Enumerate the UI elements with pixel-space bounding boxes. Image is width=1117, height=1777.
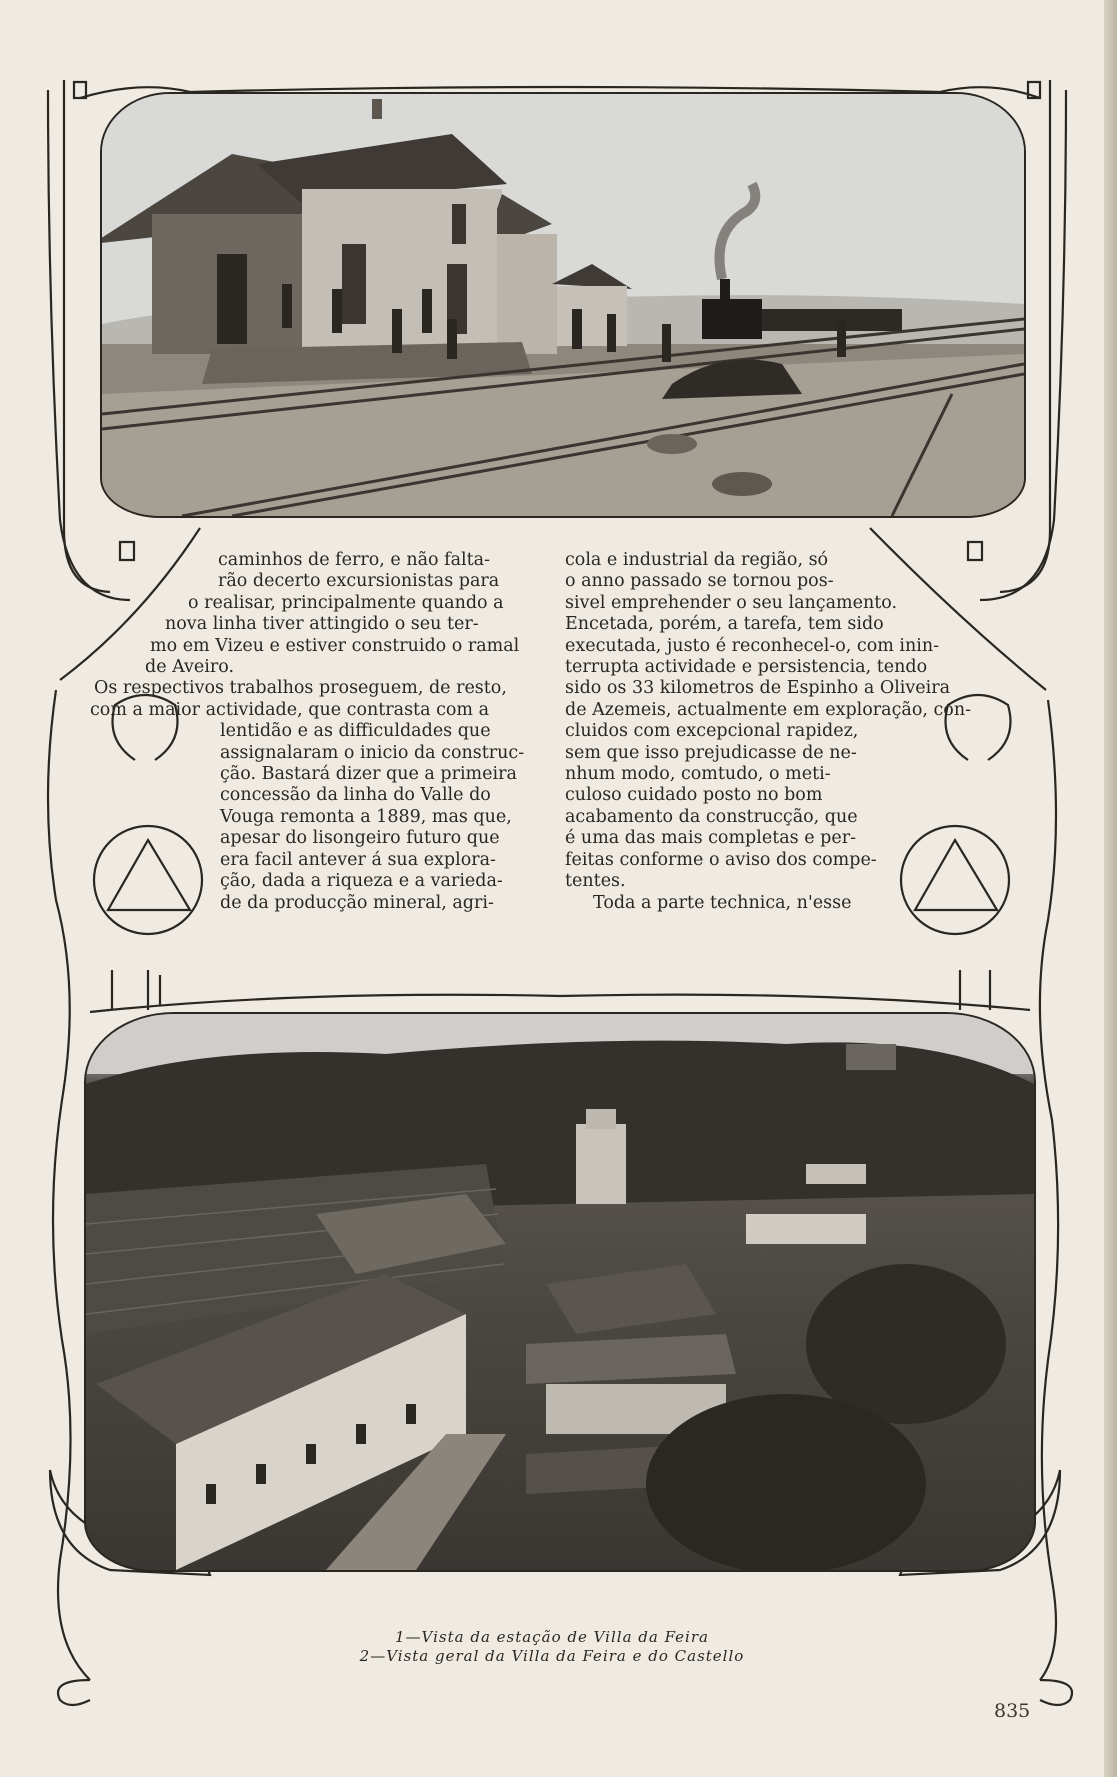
- text-line: Vouga remonta a 1889, mas que,: [220, 806, 512, 827]
- text-line: rão decerto excursionistas para: [218, 571, 500, 592]
- station-photo-illustration: [102, 94, 1024, 516]
- text-line: feitas conforme o aviso dos compe-: [565, 849, 877, 870]
- text-line: Toda a parte technica, n'esse: [593, 892, 852, 913]
- text-line: executada, justo é reconhecel-o, com inin-: [565, 635, 940, 656]
- text-line: ção, dada a riqueza e a varieda-: [220, 871, 503, 892]
- caption-1: 1—Vista da estação de Villa da Feira: [395, 1628, 709, 1646]
- text-line: culoso cuidado posto no bom: [565, 785, 823, 806]
- article-column-right: [565, 550, 1000, 914]
- text-line: tentes.: [565, 871, 626, 892]
- text-line: de da producção mineral, agri-: [220, 892, 494, 913]
- station-photo: [100, 92, 1026, 518]
- text-line: sem que isso prejudicasse de ne-: [565, 742, 857, 763]
- page-edge: [1104, 0, 1117, 1777]
- article-column-left: [90, 550, 532, 914]
- right-paragraph-1: [565, 550, 1000, 893]
- figure-captions: [0, 1628, 1104, 1666]
- text-line: sido os 33 kilometros de Espinho a Oliveira: [565, 678, 951, 699]
- text-line: de Azemeis, actualmente em exploração, con-: [565, 699, 972, 720]
- text-line: com a maior actividade, que contrasta com a: [90, 699, 490, 720]
- text-line: Os respectivos trabalhos proseguem, de resto,: [94, 678, 507, 699]
- text-line: acabamento da construcção, que: [565, 806, 858, 827]
- text-line: cola e industrial da região, só: [565, 550, 829, 570]
- text-line: de Aveiro.: [145, 657, 235, 678]
- text-line: o realisar, principalmente quando a: [188, 592, 504, 613]
- text-line: caminhos de ferro, e não falta-: [218, 550, 491, 570]
- text-line: ção. Bastará dizer que a primeira: [220, 764, 517, 785]
- text-line: cluidos com excepcional rapidez,: [565, 721, 859, 742]
- text-line: mo em Vizeu e estiver construido o ramal: [150, 635, 520, 656]
- page-number: 835: [994, 1700, 1031, 1722]
- text-line: o anno passado se tornou pos-: [565, 571, 834, 592]
- text-line: terrupta actividade e persistencia, tendo: [565, 657, 928, 678]
- caption-2: 2—Vista geral da Villa da Feira e do Castello: [359, 1647, 745, 1665]
- right-paragraph-2: [565, 893, 1000, 914]
- text-line: nova linha tiver attingido o seu ter-: [165, 614, 479, 635]
- text-line: é uma das mais completas e per-: [565, 828, 856, 849]
- village-photo: [84, 1012, 1036, 1572]
- text-line: lentidão e as difficuldades que: [220, 721, 491, 742]
- text-line: Encetada, porém, a tarefa, tem sido: [565, 614, 884, 635]
- text-line: era facil antever á sua explora-: [220, 849, 496, 870]
- left-paragraph-2: [90, 678, 532, 913]
- text-line: nhum modo, comtudo, o meti-: [565, 764, 831, 785]
- village-photo-illustration: [86, 1014, 1034, 1570]
- text-line: sivel emprehender o seu lançamento.: [565, 592, 898, 613]
- text-line: assignalaram o inicio da construc-: [220, 742, 525, 763]
- left-paragraph-1: [90, 550, 532, 678]
- text-line: concessão da linha do Valle do: [220, 785, 491, 806]
- text-line: apesar do lisongeiro futuro que: [220, 828, 500, 849]
